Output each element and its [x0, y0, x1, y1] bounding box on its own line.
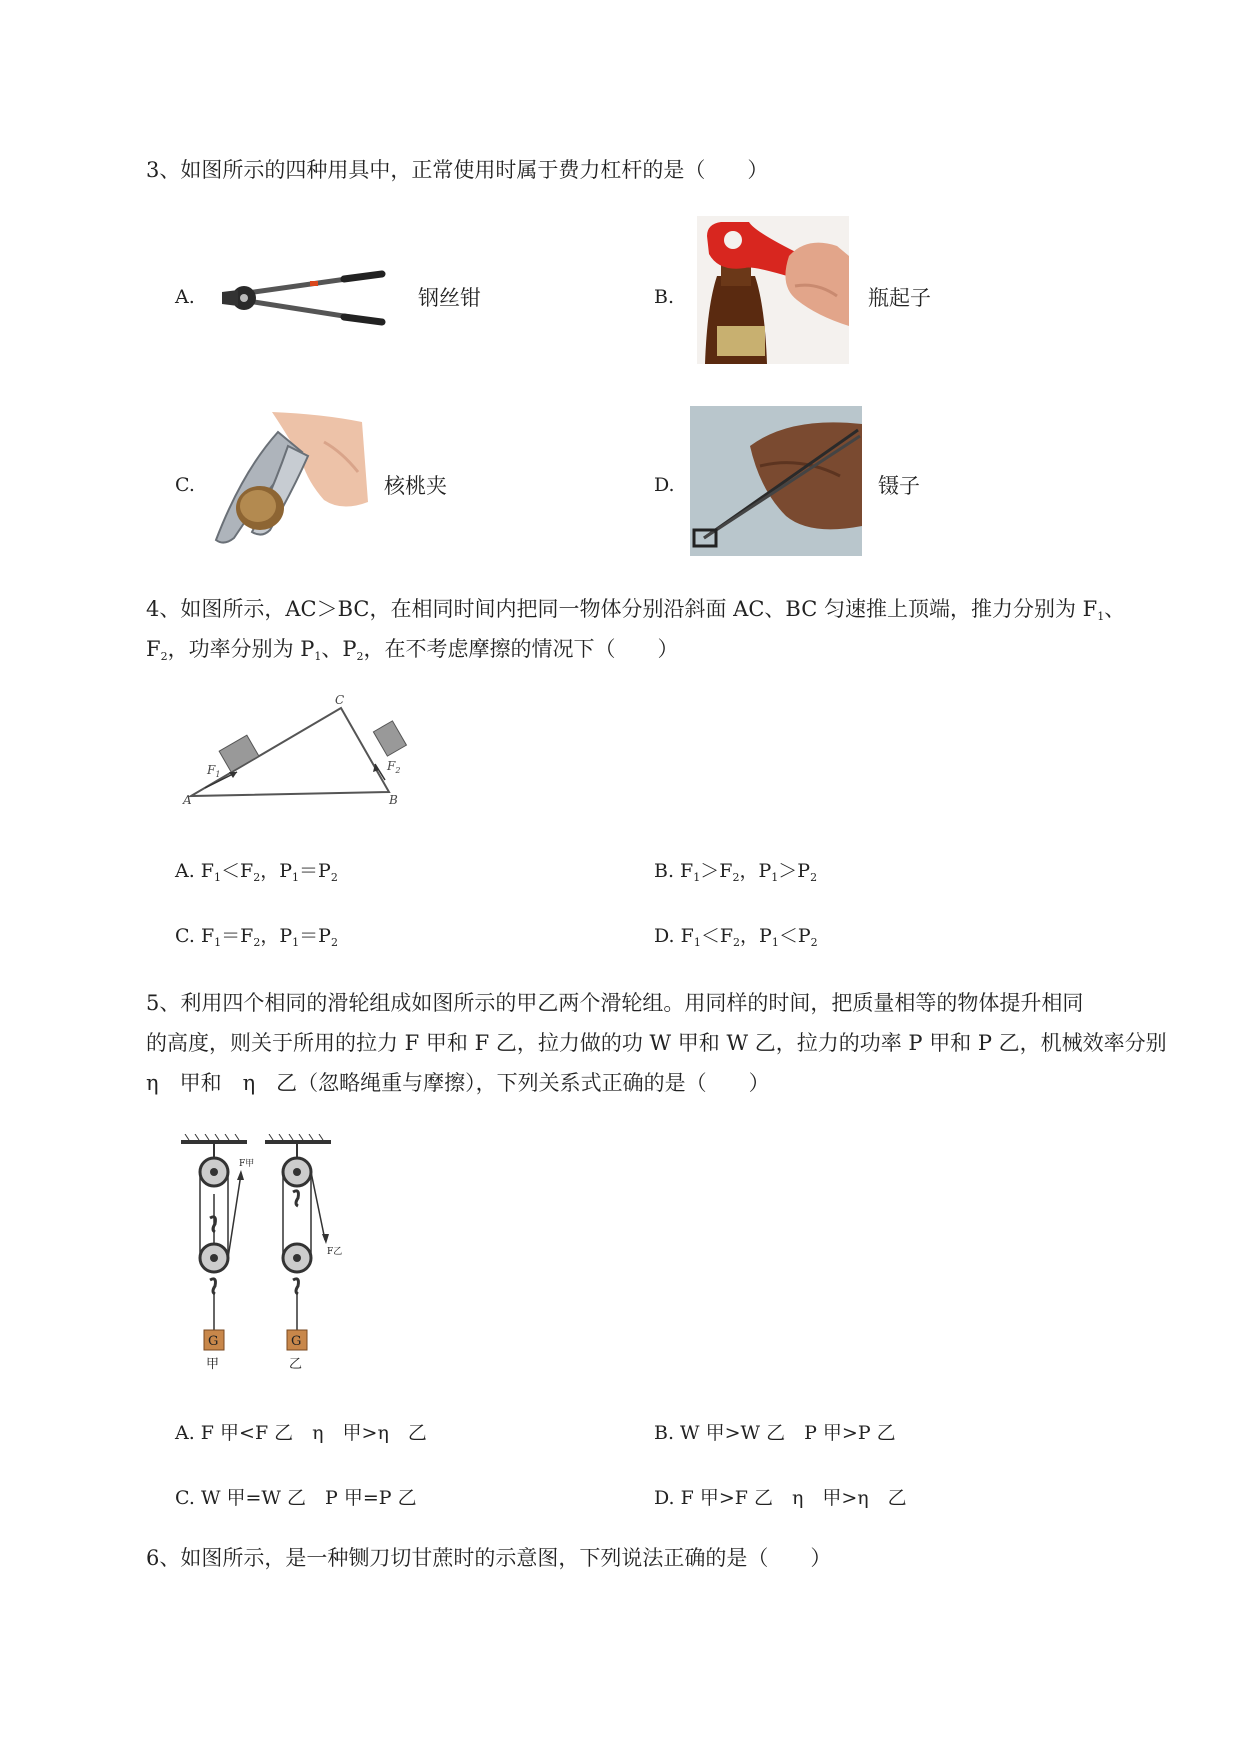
q3-option-c-letter[interactable]: C.: [175, 474, 195, 496]
pulley-label-jia: 甲: [206, 1357, 220, 1372]
tweezers-image: [690, 406, 862, 556]
pliers-image: [214, 262, 390, 334]
incline-label-c: C: [335, 693, 345, 707]
q4-option-d[interactable]: D. $F_1<F_2$，$P_1<P_2$: [654, 925, 818, 949]
question-3-stem: 3、如图所示的四种用具中，正常使用时属于费力杠杆的是（ ）: [146, 158, 769, 182]
question-4-stem-line2: $F_2$，功率分别为 $P_1$、$P_2$，在不考虑摩擦的情况下（ ）: [146, 637, 679, 663]
pulley-label-g1: G: [208, 1334, 219, 1349]
q3-option-a-label: 钢丝钳: [418, 286, 481, 310]
q3-option-c-label: 核桃夹: [384, 474, 447, 498]
q3-option-a-letter[interactable]: A.: [175, 286, 195, 308]
question-4-stem-line1: 4、如图所示，AC＞BC，在相同时间内把同一物体分别沿斜面 AC、BC 匀速推上顶端，推力分别为 $F_1$、: [146, 597, 1126, 623]
q5-option-c[interactable]: C. W 甲=W 乙 P 甲=P 乙: [175, 1487, 417, 1509]
q3-option-d-label: 镊子: [878, 474, 920, 498]
incline-diagram: [175, 692, 415, 812]
q4-option-a[interactable]: A. $F_1<F_2$，$P_1=P_2$: [175, 860, 338, 884]
q4-option-c[interactable]: C. $F_1=F_2$，$P_1=P_2$: [175, 925, 338, 949]
q3-option-b-label: 瓶起子: [868, 286, 931, 310]
pulley-diagram: [175, 1134, 365, 1374]
question-5-stem-line2: 的高度，则关于所用的拉力 F 甲和 F 乙，拉力做的功 W 甲和 W 乙，拉力的功率 P 甲和 P 乙，机械效率分别: [146, 1031, 1167, 1055]
pulley-label-f-jia: F甲: [239, 1159, 255, 1169]
q3-option-b-letter[interactable]: B.: [654, 286, 675, 308]
question-6-stem: 6、如图所示，是一种铡刀切甘蔗时的示意图，下列说法正确的是（ ）: [146, 1546, 832, 1570]
q3-option-d-letter[interactable]: D.: [654, 474, 675, 496]
pulley-label-f-yi: F乙: [327, 1247, 343, 1257]
incline-label-f1: $F_1$: [207, 763, 221, 779]
pulley-label-g2: G: [291, 1334, 302, 1349]
pulley-label-yi: 乙: [289, 1357, 303, 1372]
bottle-opener-image: [697, 216, 849, 364]
incline-label-b: B: [389, 793, 398, 807]
question-5-stem-line1: 5、利用四个相同的滑轮组成如图所示的甲乙两个滑轮组。用同样的时间，把质量相等的物体提升相同: [146, 991, 1084, 1015]
incline-label-f2: $F_2$: [387, 759, 401, 775]
q5-option-b[interactable]: B. W 甲>W 乙 P 甲>P 乙: [654, 1422, 896, 1444]
q5-option-a[interactable]: A. F 甲<F 乙 η 甲>η 乙: [175, 1422, 427, 1444]
q5-option-d[interactable]: D. F 甲>F 乙 η 甲>η 乙: [654, 1487, 907, 1509]
q4-option-b[interactable]: B. $F_1>F_2$，$P_1>P_2$: [654, 860, 818, 884]
question-5-stem-line3: η 甲和 η 乙（忽略绳重与摩擦），下列关系式正确的是（ ）: [146, 1071, 770, 1095]
incline-label-a: A: [183, 793, 192, 807]
nutcracker-image: [212, 412, 368, 550]
